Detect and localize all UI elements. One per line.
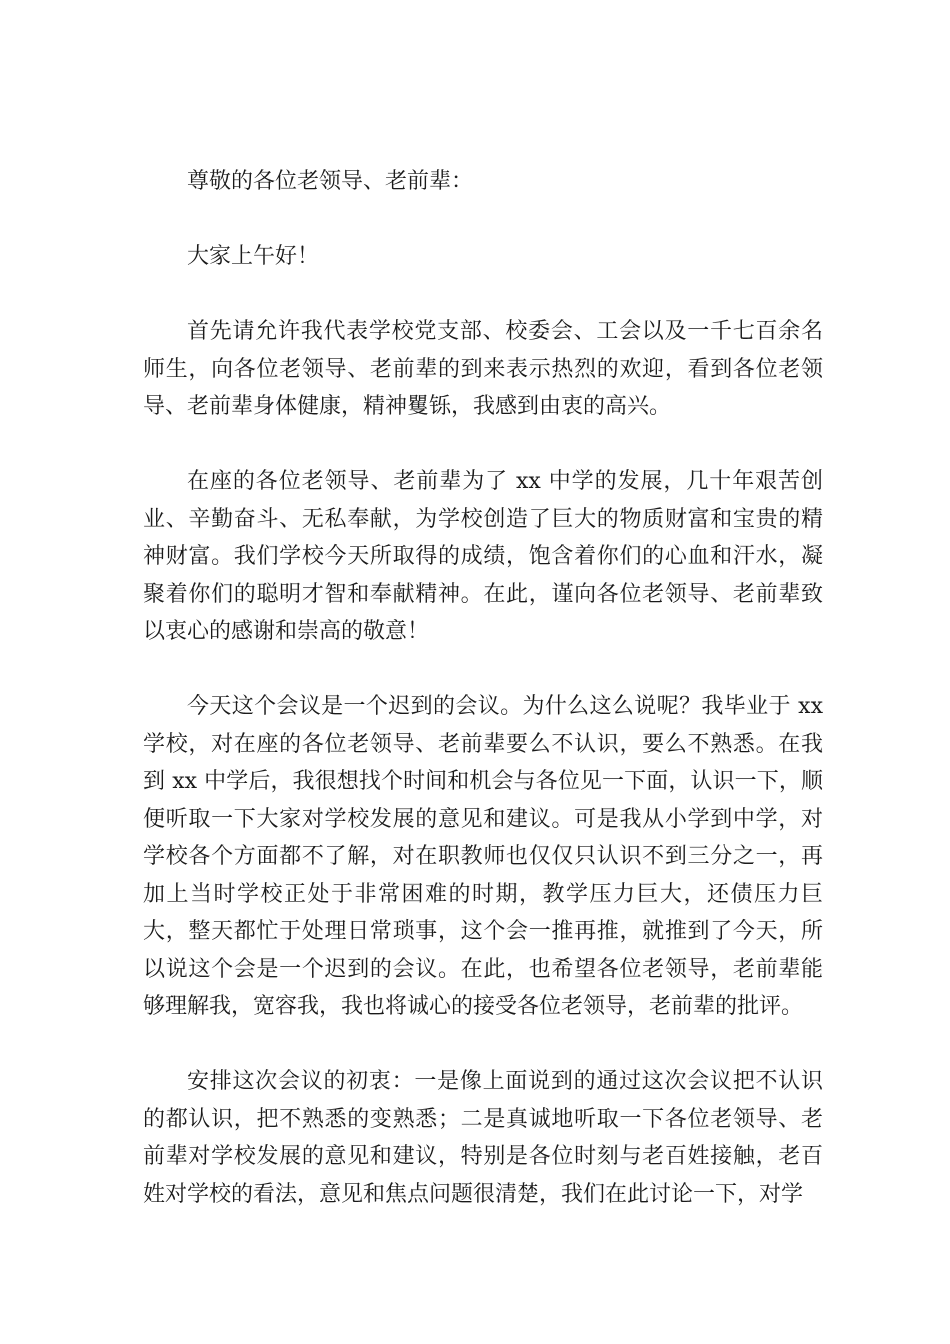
salutation: 尊敬的各位老领导、老前辈： — [187, 169, 474, 194]
paragraph-welcome: 首先请允许我代表学校党支部、校委会、工会以及一千七百余名师生，向各位老领导、老前辈的到来表示热烈的欢迎，看到各位老领导、老前辈身体健康，精神矍铄，我感到由衷的高兴。 — [143, 319, 823, 419]
paragraph-gratitude: 在座的各位老领导、老前辈为了 xx 中学的发展，几十年艰苦创业、辛勤奋斗、无私奉献，为学校创造了巨大的物质财富和宝贵的精神财富。我们学校今天所取得的成绩，饱含着你们的心血和汗水，凝聚着你们的聪明才智和奉献精神。在此，谨向各位老领导、老前辈致以衷心的感谢和崇高的敬意！ — [143, 469, 823, 644]
document-body — [143, 163, 823, 1213]
paragraph-late-meeting: 今天这个会议是一个迟到的会议。为什么这么说呢？我毕业于 xx 学校，对在座的各位老领导、老前辈要么不认识，要么不熟悉。在我到 xx 中学后，我很想找个时间和机会与各位见一下面，认识一下，顺便听取一下大家对学校发展的意见和建议。可是我从小学到中学，对学校各个方面都不了解，对在职教师也仅仅只认识不到三分之一，再加上当时学校正处于非常困难的时期，教学压力巨大，还债压力巨大，整天都忙于处理日常琐事，这个会一推再推，就推到了今天，所以说这个会是一个迟到的会议。在此，也希望各位老领导，老前辈能够理解我，宽容我，我也将诚心的接受各位老领导，老前辈的批评。 — [143, 694, 823, 1019]
greeting: 大家上午好！ — [187, 244, 320, 269]
paragraph-purpose: 安排这次会议的初衷：一是像上面说到的通过这次会议把不认识的都认识，把不熟悉的变熟悉；二是真诚地听取一下各位老领导、老前辈对学校发展的意见和建议，特别是各位时刻与老百姓接触，老百姓对学校的看法，意见和焦点问题很清楚，我们在此讨论一下，对学 — [143, 1069, 823, 1207]
